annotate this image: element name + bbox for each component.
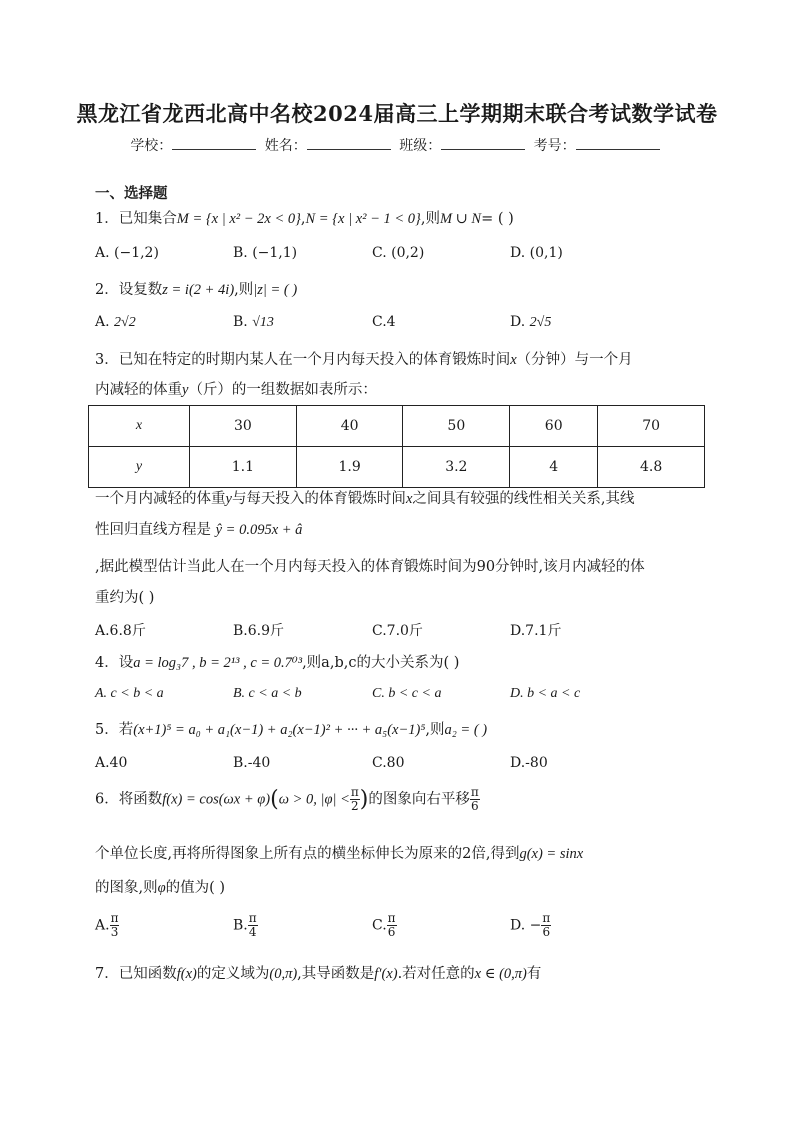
- q3-option-b[interactable]: B.6.9斤: [233, 623, 285, 639]
- exam-no-blank[interactable]: [576, 137, 660, 150]
- question-2: [95, 278, 297, 299]
- table-cell: 1.9: [296, 447, 403, 488]
- q2-option-a[interactable]: A. 2√2: [95, 314, 136, 330]
- section-heading: 一、选择题: [95, 185, 168, 202]
- exam-no-label: 考号：: [533, 138, 576, 154]
- q1-set-n: N = {x | x² − 1 < 0}: [305, 211, 421, 227]
- question-3-line-6: 重约为( ): [95, 590, 155, 606]
- question-1: [95, 207, 514, 228]
- q5-option-b[interactable]: B.-40: [233, 755, 271, 771]
- question-6-line-2: 个单位长度,再将所得图象上所有点的横坐标伸长为原来的2倍,得到g(x) = sinx: [95, 846, 584, 862]
- q1-union: M ∪ N: [439, 211, 482, 227]
- question-4: 4．设a = log₃7 , b = 2¹³ , c = 0.7⁰³,则a,b,c的大小关系为( ): [95, 655, 460, 671]
- q1-option-c[interactable]: C. (0,2): [372, 245, 425, 261]
- question-6-line-3: 的图象,则φ的值为( ): [95, 880, 226, 896]
- table-cell: 3.2: [403, 447, 510, 488]
- q2-option-b[interactable]: B. √13: [233, 314, 274, 330]
- table-cell: 4: [510, 447, 598, 488]
- question-3-line-2: 内减轻的体重y（斤）的一组数据如表所示：: [95, 382, 377, 398]
- q1-option-b[interactable]: B. (−1,1): [233, 245, 298, 261]
- q1-option-a[interactable]: A. (−1,2): [95, 245, 159, 261]
- table-cell: 1.1: [190, 447, 297, 488]
- table-header-y: y: [89, 447, 190, 488]
- q5-option-a[interactable]: A.40: [95, 755, 128, 771]
- question-3-line-3: 一个月内减轻的体重y与每天投入的体育锻炼时间x之间具有较强的线性相关关系,其线: [95, 491, 635, 507]
- name-blank[interactable]: [307, 137, 391, 150]
- q1-stem: 已知集合: [118, 211, 177, 227]
- q2-number: 2．: [95, 282, 119, 298]
- table-cell: 40: [296, 406, 403, 447]
- student-info-line: [0, 135, 794, 155]
- q2-expr: z = i(2 + 4i): [162, 282, 235, 298]
- q1-separator: ,: [300, 211, 306, 227]
- q6-cond-fraction: $\frac{\pi}{2}$: [350, 785, 359, 813]
- q4-option-a[interactable]: A. c < b < a: [95, 686, 164, 701]
- q2-tail: ,则: [234, 282, 254, 298]
- question-6-line-1: 6．将函数f(x) = cos(ωx + φ)(ω > 0, |φ| < $\frac{\pi}{2}$ )的图象向右平移 $\frac{\pi}{6}$: [95, 785, 479, 813]
- table-row: [89, 447, 705, 488]
- question-3-line-1: 3．已知在特定的时期内某人在一个月内每天投入的体育锻炼时间x（分钟）与一个月: [95, 352, 633, 368]
- q6-option-c[interactable]: C. $\frac{\pi}{6}$: [372, 911, 396, 939]
- q1-end: = ( ): [481, 211, 514, 227]
- q6-option-a[interactable]: A. $\frac{\pi}{3}$: [95, 911, 119, 939]
- q5-option-d[interactable]: D.-80: [510, 755, 548, 771]
- q4-option-c[interactable]: C. b < c < a: [372, 686, 442, 701]
- q6-shift-fraction: $\frac{\pi}{6}$: [470, 785, 479, 813]
- table-row: [89, 406, 705, 447]
- q6-option-d[interactable]: D. − $\frac{\pi}{6}$: [510, 911, 551, 939]
- question-3-line-4: 性回归直线方程是 ŷ = 0.095x + â: [95, 522, 303, 538]
- name-label: 姓名：: [264, 138, 307, 154]
- q2-option-c[interactable]: C.4: [372, 314, 396, 330]
- school-blank[interactable]: [172, 137, 256, 150]
- q6-option-b[interactable]: B. $\frac{\pi}{4}$: [233, 911, 257, 939]
- q1-number: 1．: [95, 211, 119, 227]
- table-cell: 50: [403, 406, 510, 447]
- q5-option-c[interactable]: C.80: [372, 755, 405, 771]
- q2-modulus: |z| = ( ): [253, 282, 298, 298]
- question-5: 5．若(x+1)⁵ = a₀ + a₁(x−1) + a₂(x−1)² + ··· + a₅(x−1)⁵,则a₂ = ( ): [95, 722, 488, 738]
- question-3-line-5: ,据此模型估计当此人在一个月内每天投入的体育锻炼时间为90分钟时,该月内减轻的体: [95, 559, 645, 575]
- class-blank[interactable]: [441, 137, 525, 150]
- table-cell: 60: [510, 406, 598, 447]
- table-cell: 30: [190, 406, 297, 447]
- table-header-x: x: [89, 406, 190, 447]
- question-7: 7．已知函数f(x)的定义域为(0,π),其导函数是f′(x).若对任意的x ∈ (0,π)有: [95, 966, 542, 982]
- q3-data-table: [88, 405, 705, 488]
- class-label: 班级：: [399, 138, 442, 154]
- table-cell: 70: [598, 406, 705, 447]
- q3-option-d[interactable]: D.7.1斤: [510, 623, 562, 639]
- q1-option-d[interactable]: D. (0,1): [510, 245, 563, 261]
- q2-option-d[interactable]: D. 2√5: [510, 314, 552, 330]
- school-label: 学校：: [130, 138, 173, 154]
- q4-option-b[interactable]: B. c < a < b: [233, 686, 302, 701]
- q2-stem: 设复数: [118, 282, 163, 298]
- q3-option-c[interactable]: C.7.0斤: [372, 623, 423, 639]
- regression-equation: ŷ = 0.095x + â: [215, 522, 303, 538]
- q1-set-m: M = {x | x² − 2x < 0}: [176, 211, 301, 227]
- q3-option-a[interactable]: A.6.8斤: [95, 623, 146, 639]
- q1-tail: ,则: [420, 211, 440, 227]
- q4-option-d[interactable]: D. b < a < c: [510, 686, 581, 701]
- table-cell: 4.8: [598, 447, 705, 488]
- page-title: 黑龙江省龙西北高中名校2024届高三上学期期末联合考试数学试卷: [76, 101, 718, 126]
